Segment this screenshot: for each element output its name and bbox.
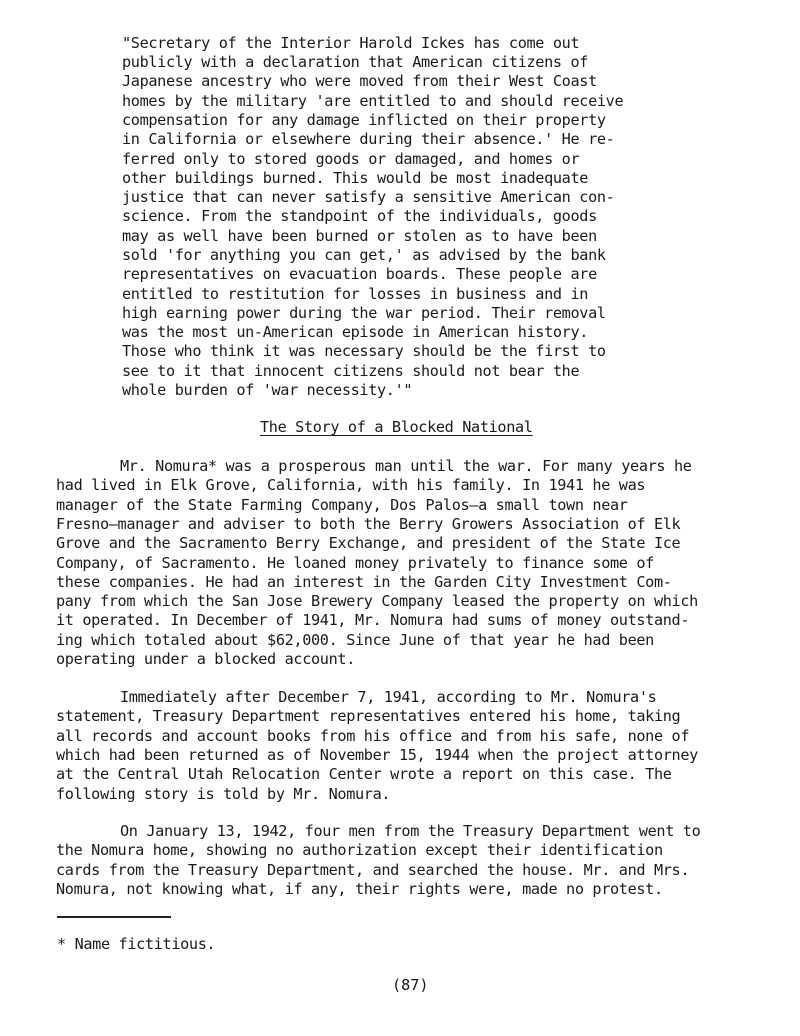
paragraph-line: cards from the Treasury Department, and searched the house. Mr. and Mrs. <box>56 861 690 879</box>
quote-line: Those who think it was necessary should be the first to <box>122 342 606 360</box>
paragraph-line: Nomura, not knowing what, if any, their rights were, made no protest. <box>56 880 663 898</box>
quote-line: science. From the standpoint of the individuals, goods <box>122 207 597 225</box>
quote-line: sold 'for anything you can get,' as advised by the bank <box>122 246 606 264</box>
quote-line: see to it that innocent citizens should not bear the <box>122 362 580 380</box>
paragraph-line: Mr. Nomura* was a prosperous man until the war. For many years he <box>120 457 692 475</box>
section-heading: The Story of a Blocked National <box>260 418 533 436</box>
quote-line: Japanese ancestry who were moved from their West Coast <box>122 72 597 90</box>
paragraph-line: at the Central Utah Relocation Center wrote a report on this case. The <box>56 765 672 783</box>
paragraph-line: On January 13, 1942, four men from the Treasury Department went to <box>120 822 701 840</box>
quote-line: in California or elsewhere during their absence.' He re- <box>122 130 615 148</box>
paragraph-line: pany from which the San Jose Brewery Company leased the property on which <box>56 592 698 610</box>
quote-line: other buildings burned. This would be most inadequate <box>122 169 589 187</box>
paragraph-line: Immediately after December 7, 1941, according to Mr. Nomura's <box>120 688 657 706</box>
paragraph-line: Grove and the Sacramento Berry Exchange, and president of the State Ice <box>56 534 681 552</box>
quote-line: whole burden of 'war necessity.'" <box>122 381 413 399</box>
paragraph-line: ing which totaled about $62,000. Since June of that year he had been <box>56 631 654 649</box>
quote-line: representatives on evacuation boards. These people are <box>122 265 597 283</box>
paragraph-line: it operated. In December of 1941, Mr. Nomura had sums of money outstand- <box>56 611 690 629</box>
paragraph-line: Fresno—manager and adviser to both the Berry Growers Association of Elk <box>56 515 681 533</box>
paragraph-line: had lived in Elk Grove, California, with his family. In 1941 he was <box>56 476 646 494</box>
paragraph-line: Company, of Sacramento. He loaned money privately to finance some of <box>56 554 654 572</box>
quote-line: compensation for any damage inflicted on their property <box>122 111 606 129</box>
footnote: * Name fictitious. <box>57 935 216 953</box>
quote-line: entitled to restitution for losses in business and in <box>122 285 589 303</box>
quote-line: homes by the military 'are entitled to and should receive <box>122 92 624 110</box>
quote-line: high earning power during the war period. Their removal <box>122 304 606 322</box>
quote-line: may as well have been burned or stolen as to have been <box>122 227 597 245</box>
paragraph-line: operating under a blocked account. <box>56 650 355 668</box>
quote-line: justice that can never satisfy a sensitive American con- <box>122 188 615 206</box>
paragraph-line: statement, Treasury Department representatives entered his home, taking <box>56 707 681 725</box>
paragraph-line: the Nomura home, showing no authorization except their identification <box>56 841 663 859</box>
footnote-divider <box>57 916 171 918</box>
paragraph-line: all records and account books from his office and from his safe, none of <box>56 727 690 745</box>
quote-line: publicly with a declaration that American citizens of <box>122 53 589 71</box>
quote-line: "Secretary of the Interior Harold Ickes has come out <box>122 34 580 52</box>
quote-line: ferred only to stored goods or damaged, and homes or <box>122 150 580 168</box>
paragraph-line: following story is told by Mr. Nomura. <box>56 785 391 803</box>
quote-line: was the most un-American episode in American history. <box>122 323 589 341</box>
page-number: (87) <box>392 976 429 994</box>
paragraph-line: these companies. He had an interest in the Garden City Investment Com- <box>56 573 672 591</box>
paragraph-line: manager of the State Farming Company, Dos Palos—a small town near <box>56 496 628 514</box>
paragraph-line: which had been returned as of November 15, 1944 when the project attorney <box>56 746 698 764</box>
